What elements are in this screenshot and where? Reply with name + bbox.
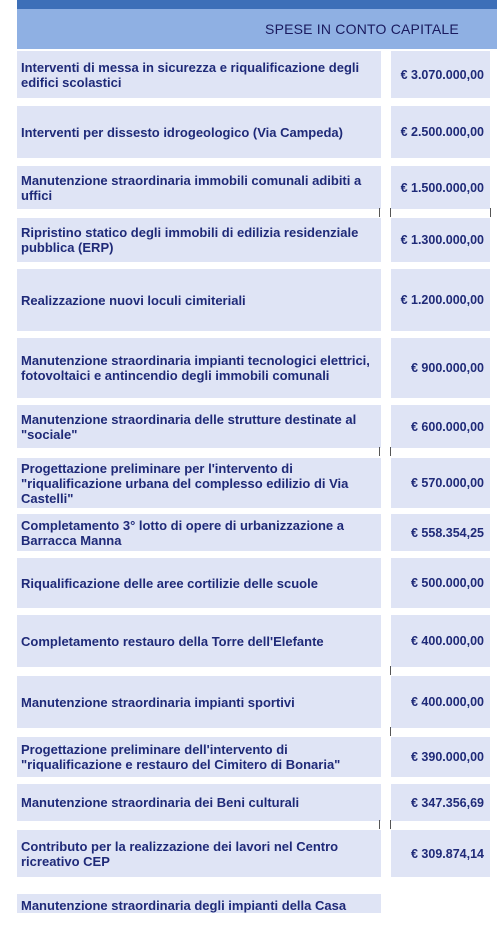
table-header: SPESE IN CONTO CAPITALE bbox=[17, 9, 497, 51]
table-row bbox=[17, 676, 497, 728]
row-description: Contributo per la realizzazione dei lavori nel Centro ricreativo CEP bbox=[17, 830, 381, 877]
border-tick bbox=[390, 208, 391, 217]
table-row bbox=[17, 737, 497, 777]
row-description: Realizzazione nuovi loculi cimiteriali bbox=[17, 269, 381, 331]
row-amount: € 2.500.000,00 bbox=[391, 106, 490, 158]
table-row bbox=[17, 338, 497, 398]
row-description: Completamento 3° lotto di opere di urbanizzazione a Barracca Manna bbox=[17, 514, 381, 551]
row-amount: € 570.000,00 bbox=[391, 458, 490, 508]
row-separator bbox=[17, 508, 497, 514]
row-description: Manutenzione straordinaria delle strutture destinate al "sociale" bbox=[17, 405, 381, 448]
table-row bbox=[17, 830, 497, 877]
table-row bbox=[17, 514, 497, 551]
row-amount: € 1.500.000,00 bbox=[391, 166, 490, 209]
row-separator bbox=[17, 667, 497, 676]
row-amount: € 390.000,00 bbox=[391, 737, 490, 777]
row-amount: € 1.200.000,00 bbox=[391, 269, 490, 331]
table-row bbox=[17, 558, 497, 608]
row-amount: € 309.874,14 bbox=[391, 830, 490, 877]
row-amount: € 3.070.000,00 bbox=[391, 51, 490, 98]
row-separator bbox=[17, 158, 497, 166]
row-separator bbox=[17, 728, 497, 737]
border-tick bbox=[379, 820, 380, 829]
row-separator bbox=[17, 821, 497, 830]
top-bar bbox=[0, 0, 497, 9]
row-description: Manutenzione straordinaria impianti tecnologici elettrici, fotovoltaici e antincendio degli immobili comunali bbox=[17, 338, 381, 398]
row-amount: € 558.354,25 bbox=[391, 514, 490, 551]
row-separator bbox=[17, 209, 497, 218]
table-row bbox=[17, 218, 497, 262]
row-description: Riqualificazione delle aree cortilizie delle scuole bbox=[17, 558, 381, 608]
row-description: Manutenzione straordinaria immobili comunali adibiti a uffici bbox=[17, 166, 381, 209]
row-description: Ripristino statico degli immobili di edilizia residenziale pubblica (ERP) bbox=[17, 218, 381, 262]
row-separator bbox=[17, 608, 497, 615]
row-amount: € 500.000,00 bbox=[391, 558, 490, 608]
row-separator bbox=[17, 777, 497, 784]
table-row bbox=[17, 405, 497, 448]
table-row bbox=[17, 51, 497, 98]
row-description: Interventi per dissesto idrogeologico (Via Campeda) bbox=[17, 106, 381, 158]
row-amount: € 400.000,00 bbox=[391, 676, 490, 728]
table-row bbox=[17, 106, 497, 158]
row-amount: € 347.356,69 bbox=[391, 784, 490, 821]
row-description: Interventi di messa in sicurezza e riqualificazione degli edifici scolastici bbox=[17, 51, 381, 98]
table-row bbox=[17, 894, 497, 934]
expense-table bbox=[17, 9, 497, 934]
row-description: Manutenzione straordinaria dei Beni culturali bbox=[17, 784, 381, 821]
row-separator bbox=[17, 98, 497, 106]
table-body bbox=[17, 51, 497, 934]
row-separator bbox=[17, 262, 497, 269]
table-row bbox=[17, 166, 497, 209]
row-amount: € 600.000,00 bbox=[391, 405, 490, 448]
border-tick bbox=[490, 208, 491, 217]
row-separator bbox=[17, 331, 497, 338]
border-tick bbox=[390, 666, 391, 675]
row-separator bbox=[17, 448, 497, 458]
row-description: Manutenzione straordinaria impianti sportivi bbox=[17, 676, 381, 728]
row-amount: € 900.000,00 bbox=[391, 338, 490, 398]
row-description: Progettazione preliminare dell'intervento di "riqualificazione e restauro del Cimitero di Bonaria" bbox=[17, 737, 381, 777]
row-description: Progettazione preliminare per l'intervento di "riqualificazione urbana del complesso edilizio di Via Castelli" bbox=[17, 458, 381, 508]
row-separator bbox=[17, 551, 497, 558]
row-separator bbox=[17, 398, 497, 405]
border-tick bbox=[390, 727, 391, 736]
row-description: Manutenzione straordinaria degli impianti della Casa bbox=[17, 894, 381, 913]
table-row bbox=[17, 458, 497, 508]
border-tick bbox=[390, 447, 391, 456]
table-row bbox=[17, 784, 497, 821]
row-amount: € 1.300.000,00 bbox=[391, 218, 490, 262]
row-description: Completamento restauro della Torre dell'Elefante bbox=[17, 615, 381, 667]
border-tick bbox=[379, 447, 380, 456]
left-margin bbox=[0, 0, 17, 911]
row-separator bbox=[17, 877, 497, 894]
border-tick bbox=[379, 208, 380, 217]
table-row bbox=[17, 615, 497, 667]
border-tick bbox=[390, 820, 391, 829]
row-amount: € 400.000,00 bbox=[391, 615, 490, 667]
table-row bbox=[17, 269, 497, 331]
